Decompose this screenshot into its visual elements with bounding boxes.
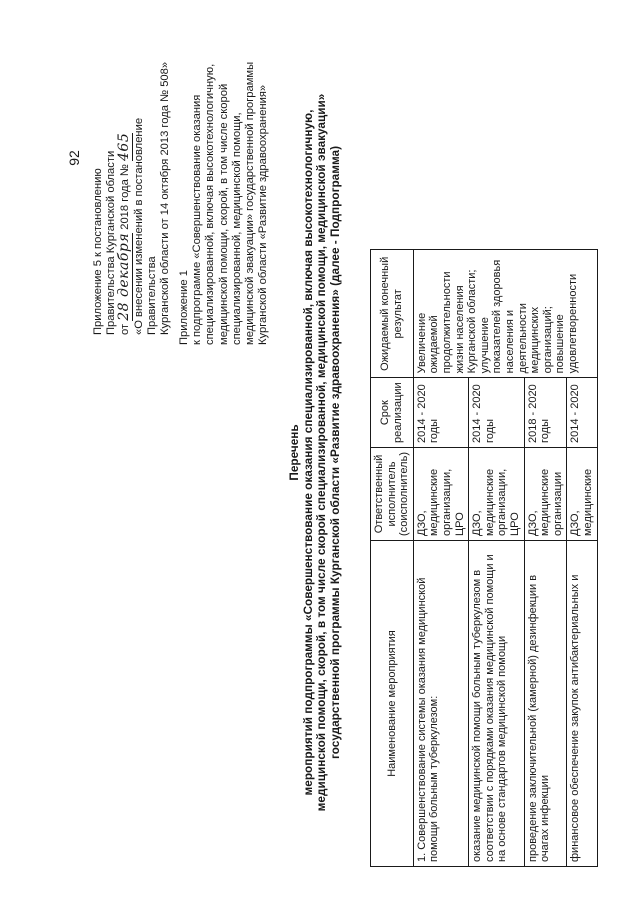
appendix-1-line-4: медицинской помощи, скорой, в том числе скорой [217,83,230,345]
cell-term: 2018 - 2020 годы [524,378,567,448]
header-result: Ожидаемый конечный результат [371,250,414,378]
appendix-5-line-4: «О внесении изменений в постановление Правительства [132,117,158,335]
appendix-1-block [178,45,270,345]
cell-term: 2014 - 2020 годы [469,378,524,448]
appendix-5-date-line [118,55,132,335]
date-prefix: от [119,323,132,335]
title-heading: Перечень [287,424,301,481]
page-number: 92 [66,150,82,166]
table-row [413,250,468,867]
cell-result: Увеличение ожидаемой продолжительности жизни населения Курганской области; улучшение показателей здоровья населения и деятельности медицинских организаций; повышение удовлетворенности [413,250,597,378]
cell-executor: ДЗО, медицинские организации, ЦРО [413,448,468,541]
date-suffix: 2018 года № [119,164,132,230]
appendix-1-line-2: к подпрограмме «Совершенствование оказания [191,94,204,345]
appendix-5-line-2: Правительства Курганской области [105,150,118,335]
appendix-1-line-3: специализированной, включая высокотехнологичную, [204,63,217,345]
cell-executor: ДЗО, медицинские [567,448,597,541]
title-line-2: медицинской помощи, скорой, в том числе скорой специализированной, медицинской помощи, медицинской эвакуации» [314,93,329,812]
cell-name: 1. Совершенствование системы оказания медицинской помощи больным туберкулезом: [413,541,468,867]
cell-term: 2014 - 2020 годы [413,378,468,448]
title-line-1: мероприятий подпрограммы «Совершенствование оказания специализированной, включая высокотехнологичную, [300,109,315,796]
cell-name: проведение заключительной (камерной) дезинфекции в очагах инфекции [524,541,567,867]
header-name: Наименование мероприятия [371,541,414,867]
header-executor: Ответственный исполнитель (соисполнитель) [371,448,414,541]
cell-executor: ДЗО, медицинские организации, ЦРО [469,448,524,541]
appendix-1-line-6: медицинской эвакуации» государственной программы [244,61,257,345]
cell-name: оказание медицинской помощи больным туберкулезом в соответствии с порядками оказания медицинской помощи и на основе стандартов медицинской помощи [469,541,524,867]
header-term: Срок реализации [371,378,414,448]
appendix-5-block [92,55,172,335]
appendix-1-line-5: специализированной, медицинской помощи, [230,112,243,345]
cell-name: финансовое обеспечение закупок антибактериальных и [567,541,597,867]
appendix-1-line-1: Приложение 1 [178,270,190,345]
table-header-row [371,250,414,867]
handwritten-date: 28 декабря [116,232,133,321]
title-line-3: государственной программы Курганской области «Развитие здравоохранения» (далее - Подпрограмма) [327,145,342,760]
appendix-5-line-5: Курганской области от 14 октября 2013 года № 508» [159,61,172,335]
appendix-5-line-1: Приложение 5 к постановлению [92,168,104,335]
document-title [288,0,342,905]
handwritten-number: 465 [116,132,133,161]
cell-term: 2014 - 2020 [567,378,597,448]
appendix-1-line-7: Курганской области «Развитие здравоохранения» [257,84,270,345]
cell-executor: ДЗО, медицинские организации [524,448,567,541]
measures-table [370,249,598,867]
